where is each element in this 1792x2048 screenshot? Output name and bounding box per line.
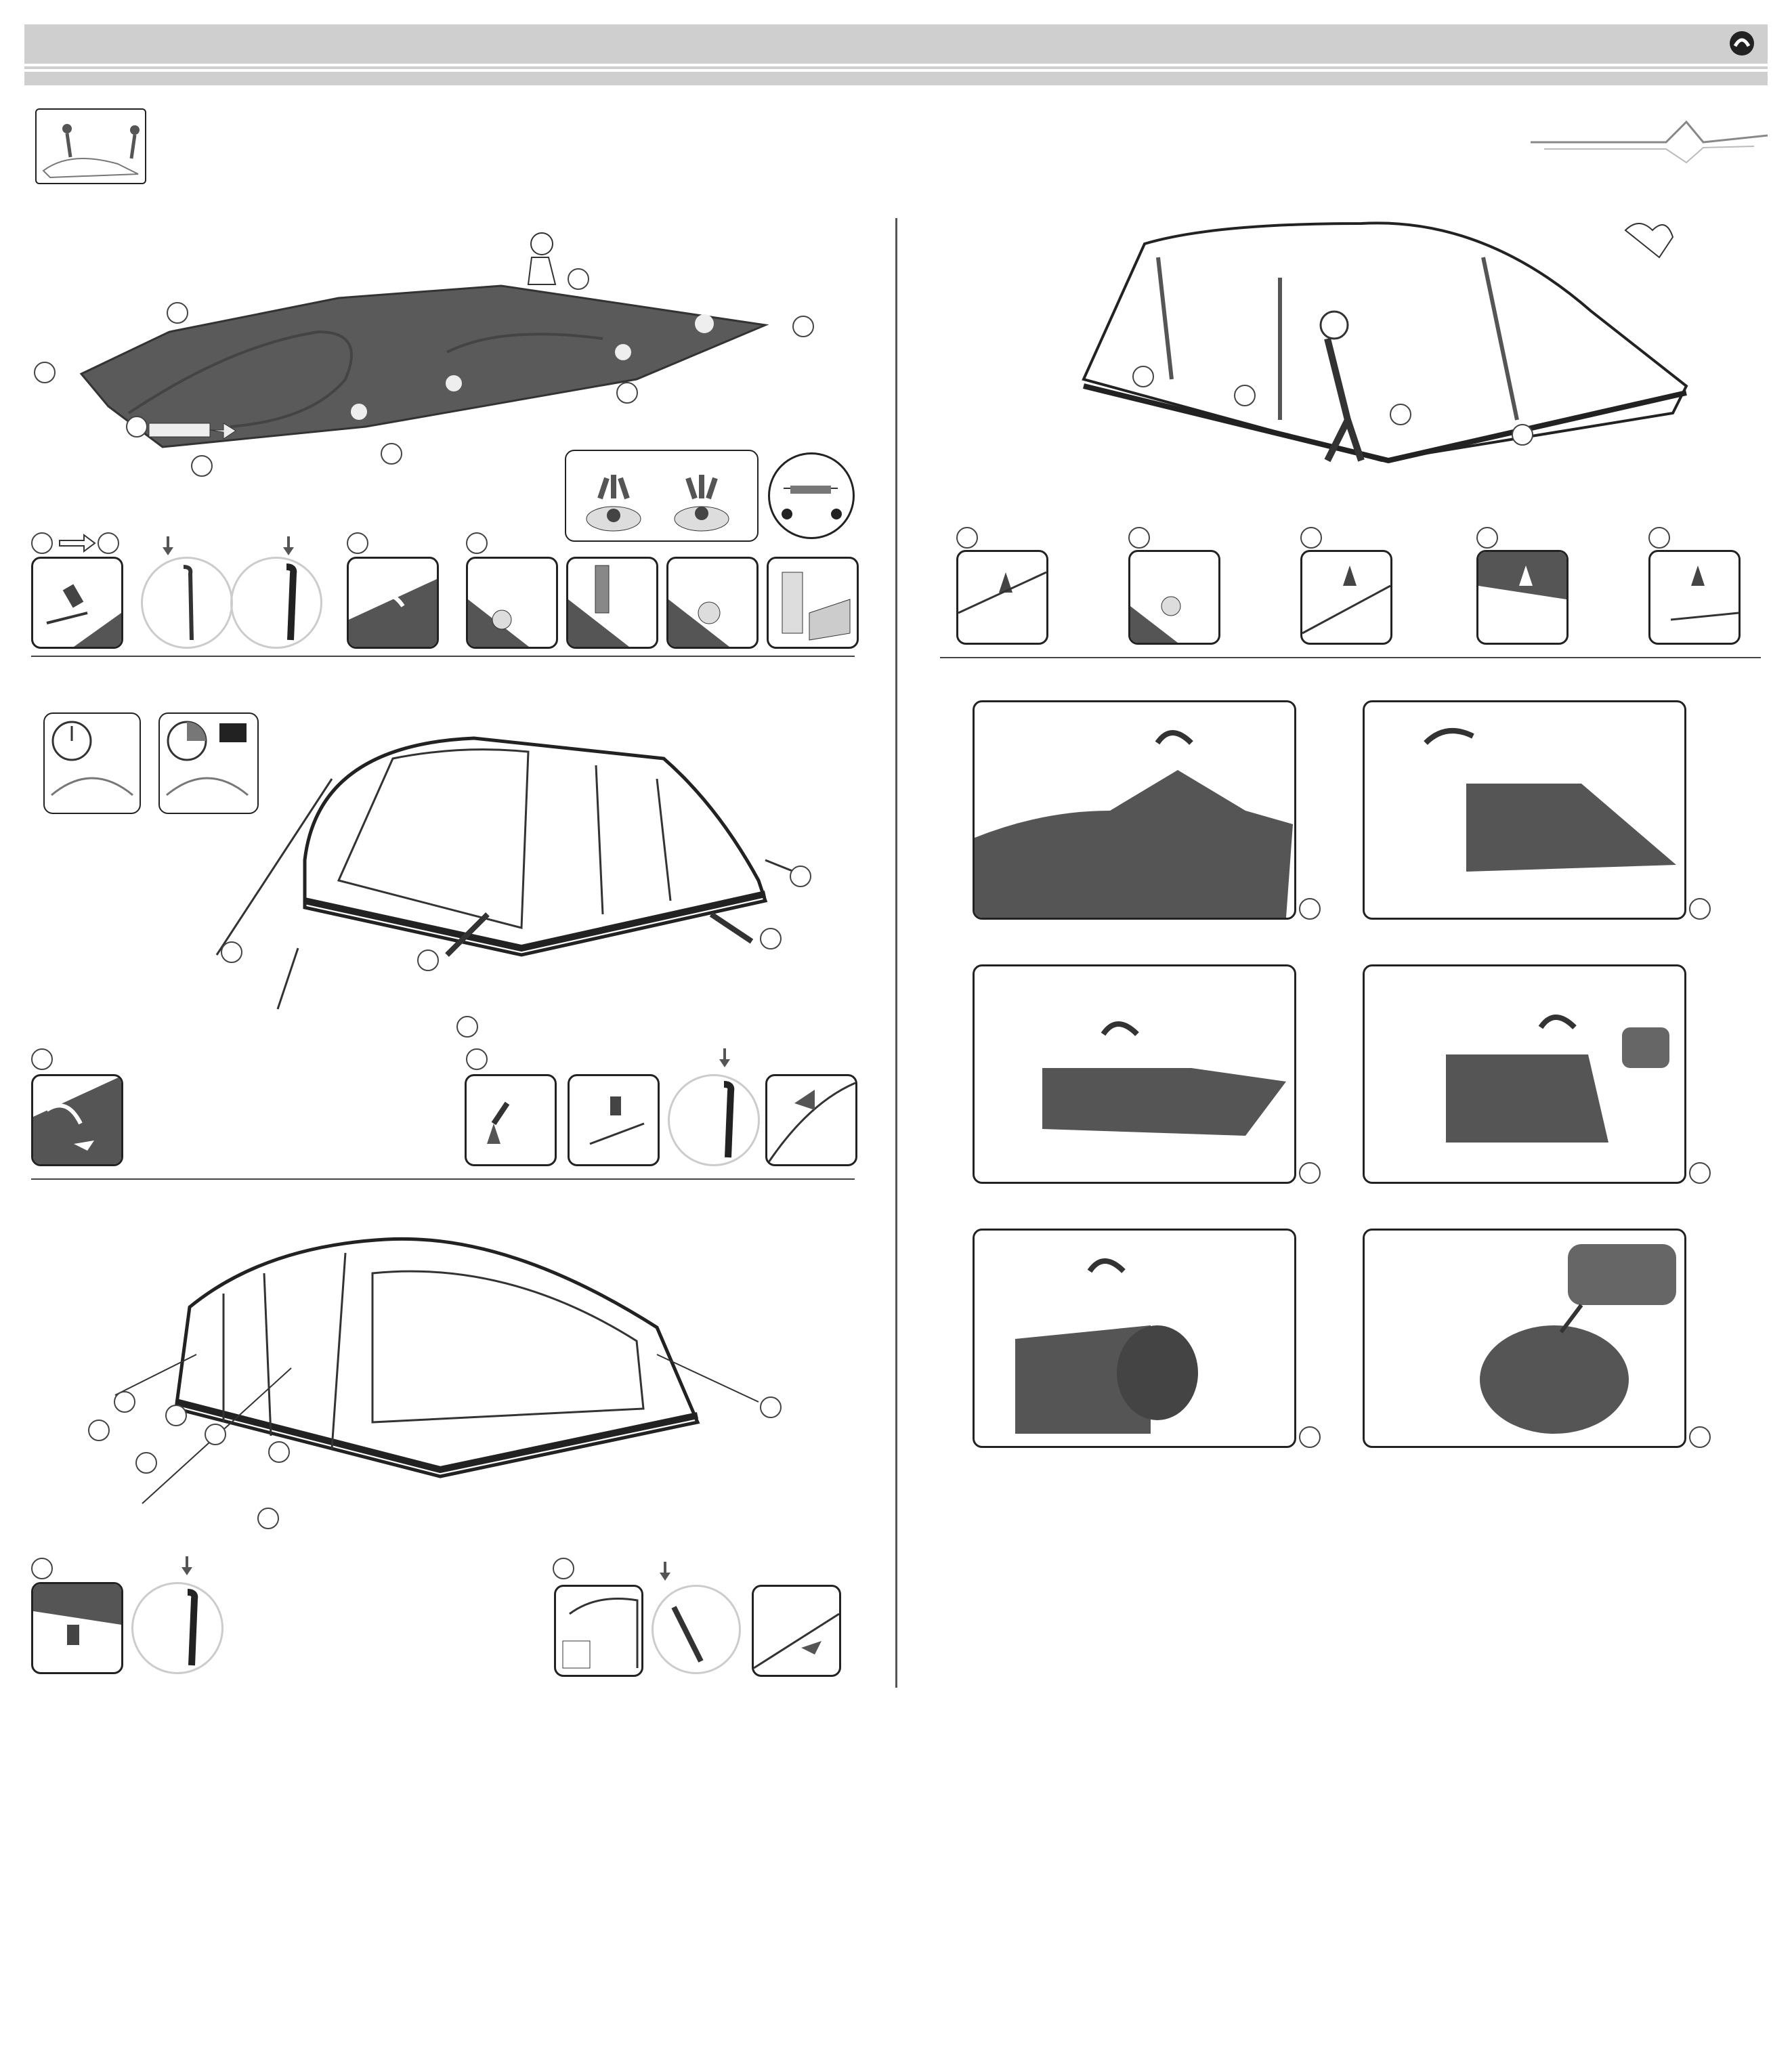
- pump-panel: [769, 559, 857, 647]
- inflation-valves-panel: [565, 450, 759, 542]
- arrow-down-icon: [163, 536, 173, 555]
- label-callout: [88, 1420, 110, 1441]
- label-callout: [167, 302, 188, 324]
- tent-deflate-illustration: [1077, 217, 1700, 515]
- thermometer-icon: [768, 452, 855, 539]
- fold-illustration: [975, 702, 1294, 918]
- deflate-step-2: [1128, 550, 1220, 645]
- peg-hammer-panel: [568, 1074, 660, 1166]
- peg-straight: [232, 559, 320, 647]
- outwell-logo-icon: [1728, 30, 1755, 57]
- fold-illustration: [1365, 966, 1684, 1182]
- arrow-down-icon: [719, 1048, 730, 1067]
- hand-tension: [767, 1076, 855, 1164]
- peg-remove: [1302, 552, 1390, 643]
- people-unfolding-icon: [37, 110, 145, 183]
- label-callout: [568, 268, 589, 290]
- rear-peg-panel: [31, 1582, 123, 1674]
- label-callout: [191, 455, 213, 477]
- peg-hammer-panel: [31, 557, 123, 649]
- overview-thumbnail: [35, 108, 146, 184]
- brand-logo: [1728, 27, 1759, 60]
- time-start-panel: [43, 712, 141, 814]
- temperature-gauge: [770, 454, 853, 537]
- arrow-icon: [60, 535, 96, 551]
- step-number: [31, 532, 53, 554]
- label-callout: [205, 1424, 226, 1445]
- fold-step-6: [1363, 1229, 1686, 1448]
- step-number: [98, 532, 119, 554]
- deflate-step-5: [1648, 550, 1741, 645]
- label-callout: [257, 1508, 279, 1529]
- valve-panel: [468, 559, 556, 647]
- pump-step-4: [767, 557, 859, 649]
- groundsheet-illustration: [27, 223, 840, 481]
- hand-hook: [33, 1076, 121, 1164]
- clock-icon: [45, 714, 140, 813]
- step-number: [1689, 1426, 1711, 1448]
- label-callout: [456, 1016, 478, 1038]
- hand-hook: [349, 559, 437, 647]
- hammer-icon: [570, 1076, 658, 1164]
- deflate-step-3: [1300, 550, 1392, 645]
- fold-step-4: [1363, 964, 1686, 1184]
- storm-guy-panel: [554, 1585, 643, 1677]
- label-callout: [34, 362, 56, 383]
- tent-corner: [556, 1587, 641, 1675]
- fold-illustration: [975, 966, 1294, 1182]
- swoosh-decoration: [1531, 115, 1768, 163]
- label-callout: [268, 1441, 290, 1463]
- step-number: [1299, 1162, 1321, 1184]
- tension-panel: [765, 1074, 857, 1166]
- pump-step-3: [666, 557, 759, 649]
- step-number: [466, 1048, 488, 1070]
- tent-peg-icon: [652, 1585, 741, 1674]
- arrow-down-icon: [283, 536, 294, 555]
- pump-step-2: [566, 557, 658, 649]
- section-divider: [31, 1178, 855, 1180]
- arrow-down-icon: [660, 1562, 670, 1581]
- step-number: [31, 1558, 53, 1579]
- label-callout: [760, 1396, 782, 1418]
- deflate-step-1: [956, 550, 1048, 645]
- column-divider: [895, 218, 897, 1688]
- fold-illustration: [1365, 702, 1684, 918]
- hand-tension: [754, 1587, 839, 1675]
- valve-panel: [568, 559, 656, 647]
- peg-remove: [1478, 552, 1566, 643]
- label-callout: [1234, 385, 1256, 406]
- label-callout: [417, 950, 439, 971]
- peg-straight: [670, 1076, 758, 1164]
- hammer-icon: [33, 1584, 121, 1672]
- section-divider: [31, 656, 855, 657]
- step-number: [1128, 527, 1150, 549]
- tent-front-illustration: [217, 725, 813, 1036]
- pack-bag-illustration: [1365, 1231, 1684, 1446]
- label-callout: [760, 928, 782, 950]
- tent-peg-icon: [131, 1582, 223, 1674]
- fold-step-5: [973, 1229, 1296, 1448]
- step-number: [466, 532, 488, 554]
- label-callout: [126, 416, 148, 438]
- header-rule: [24, 66, 1768, 69]
- hammer-icon: [33, 559, 121, 647]
- peg-remove: [1650, 552, 1738, 643]
- valve-open: [1130, 552, 1218, 643]
- groundsheet-hook-panel: [347, 557, 439, 649]
- step-number: [1476, 527, 1498, 549]
- step-number: [1648, 527, 1670, 549]
- label-callout: [616, 382, 638, 404]
- tent-peg-icon: [668, 1074, 760, 1166]
- arrow-down-icon: [182, 1556, 192, 1575]
- header-bar: [24, 24, 1768, 64]
- step-number: [1299, 1426, 1321, 1448]
- peg-straight: [133, 1584, 221, 1672]
- peg-angle: [143, 559, 231, 647]
- label-callout: [165, 1405, 187, 1426]
- label-callout: [135, 1452, 157, 1474]
- label-callout: [114, 1391, 135, 1413]
- roll-illustration: [975, 1231, 1294, 1446]
- air-valve-icon: [566, 451, 757, 540]
- guyline-tension-panel: [752, 1585, 841, 1677]
- guyline-adjust-panel: [465, 1074, 557, 1166]
- step-number: [1300, 527, 1322, 549]
- step-number: [1299, 898, 1321, 920]
- label-callout: [221, 941, 242, 963]
- guyline-hand: [467, 1076, 555, 1164]
- step-number: [1689, 898, 1711, 920]
- step-number: [31, 1048, 53, 1070]
- valve-panel: [668, 559, 756, 647]
- label-callout: [790, 866, 811, 887]
- tent-side-illustration: [88, 1219, 765, 1531]
- label-callout: [1132, 366, 1154, 387]
- step-number: [956, 527, 978, 549]
- label-callout: [792, 316, 814, 337]
- step-number: [1689, 1162, 1711, 1184]
- peg-angle: [654, 1587, 739, 1672]
- label-callout: [1512, 424, 1533, 446]
- hook-release-panel: [31, 1074, 123, 1166]
- pump-step-1: [466, 557, 558, 649]
- fold-step-3: [973, 964, 1296, 1184]
- tent-peg-icon: [141, 557, 233, 649]
- step-number: [347, 532, 368, 554]
- label-callout: [1390, 404, 1411, 425]
- fold-step-1: [973, 700, 1296, 920]
- deflate-step-4: [1476, 550, 1569, 645]
- section-divider: [940, 657, 1761, 658]
- header-subbar: [24, 72, 1768, 85]
- fold-step-2: [1363, 700, 1686, 920]
- tent-peg-icon: [230, 557, 322, 649]
- peg-remove: [958, 552, 1046, 643]
- label-callout: [381, 443, 402, 465]
- step-number: [553, 1558, 574, 1579]
